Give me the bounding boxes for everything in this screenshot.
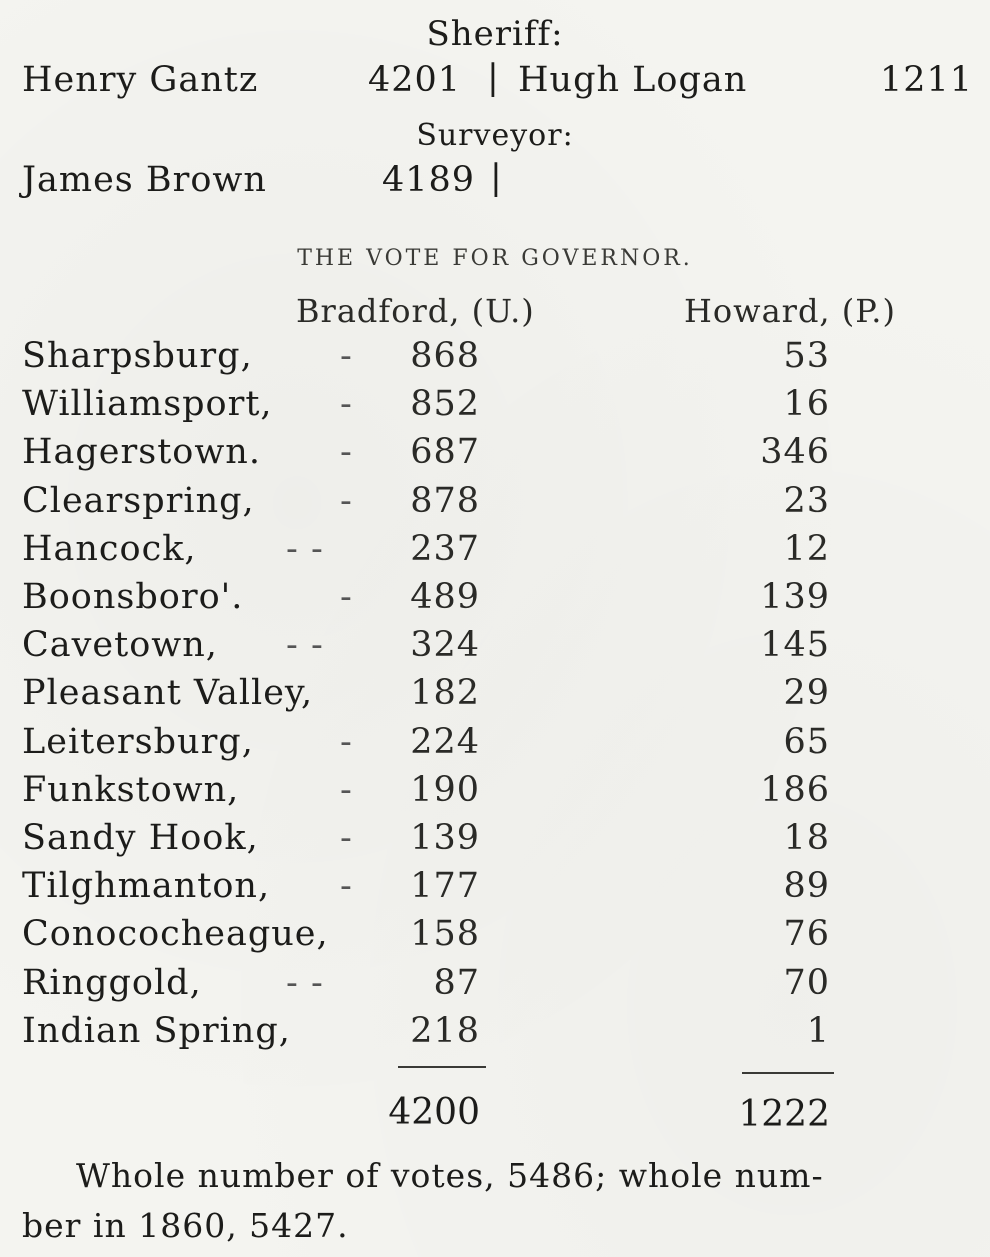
leader-dash: - - <box>286 625 324 666</box>
howard-votes: 53 <box>783 336 830 376</box>
leader-dash: - <box>340 577 353 617</box>
leader-dash: - <box>340 721 353 762</box>
howard-total-rule <box>742 1072 834 1074</box>
sheriff-candidate1-name: Henry Gantz <box>22 60 259 100</box>
howard-votes: 89 <box>783 866 830 907</box>
table-row <box>0 914 990 962</box>
bradford-votes: 878 <box>410 480 480 521</box>
district-name: Leitersburg, <box>22 721 254 762</box>
howard-votes: 145 <box>760 625 830 666</box>
district-name: Cavetown, <box>22 625 218 666</box>
bradford-votes: 190 <box>410 769 480 810</box>
leader-dash: - - <box>286 528 324 569</box>
surveyor-separator: | <box>490 158 503 198</box>
leader-dash: - <box>340 866 353 907</box>
bradford-votes: 489 <box>410 577 480 617</box>
district-name: Clearspring, <box>22 480 255 521</box>
table-row <box>0 529 990 577</box>
bradford-votes: 218 <box>410 1010 480 1051</box>
col-howard-header: Howard, (P.) <box>684 292 896 330</box>
howard-votes: 139 <box>760 577 830 617</box>
leader-dash: - <box>340 769 353 810</box>
table-row <box>0 432 990 480</box>
district-name: Williamsport, <box>22 384 273 425</box>
table-row <box>0 384 990 432</box>
summary-line1: Whole number of votes, 5486; whole num- <box>76 1156 824 1195</box>
bradford-total: 4200 <box>388 1092 480 1133</box>
sheriff-separator: | <box>487 58 500 98</box>
bradford-votes: 687 <box>410 432 480 473</box>
bradford-votes: 852 <box>410 384 480 425</box>
district-name: Tilghmanton, <box>22 866 271 907</box>
bradford-votes: 158 <box>410 914 480 955</box>
leader-dash: - <box>340 480 353 521</box>
district-name: Hancock, <box>22 528 197 569</box>
table-row <box>0 866 990 914</box>
leader-dash: - <box>340 336 353 376</box>
sheriff-candidate1-votes: 4201 <box>368 60 462 100</box>
bradford-votes: 87 <box>433 962 480 1003</box>
table-row <box>0 625 990 673</box>
col-bradford-header: Bradford, (U.) <box>296 292 535 330</box>
howard-votes: 186 <box>760 769 830 810</box>
district-name: Sandy Hook, <box>22 818 259 858</box>
howard-total: 1222 <box>738 1094 830 1135</box>
howard-votes: 70 <box>783 962 830 1003</box>
surveyor-candidate1-votes: 4189 <box>382 160 476 200</box>
district-name: Conococheague, <box>22 914 329 955</box>
leader-dash: - <box>340 432 353 473</box>
district-name: Boonsboro'. <box>22 577 244 617</box>
table-row <box>0 1011 990 1059</box>
table-row <box>0 673 990 721</box>
howard-votes: 12 <box>783 528 830 569</box>
table-row <box>0 722 990 770</box>
table-row <box>0 963 990 1011</box>
district-name: Funkstown, <box>22 769 240 810</box>
district-name: Sharpsburg, <box>22 336 253 376</box>
sheriff-heading: Sheriff: <box>426 14 564 54</box>
bradford-total-rule <box>398 1066 486 1068</box>
sheriff-candidate2-name: Hugh Logan <box>518 60 748 100</box>
surveyor-candidate1-name: James Brown <box>22 160 267 200</box>
howard-votes: 18 <box>783 818 830 858</box>
table-row <box>0 818 990 866</box>
table-row <box>0 770 990 818</box>
bradford-votes: 224 <box>410 721 480 762</box>
table-row <box>0 336 990 384</box>
district-name: Ringgold, <box>22 962 202 1003</box>
district-name: Hagerstown. <box>22 432 261 473</box>
howard-votes: 29 <box>783 673 830 714</box>
howard-votes: 23 <box>783 480 830 521</box>
summary-line2: ber in 1860, 5427. <box>22 1206 349 1245</box>
howard-votes: 346 <box>760 432 830 473</box>
district-name: Indian Spring, <box>22 1010 291 1051</box>
howard-votes: 16 <box>783 384 830 425</box>
table-row <box>0 577 990 625</box>
howard-votes: 76 <box>783 914 830 955</box>
leader-dash: - <box>340 384 353 425</box>
surveyor-heading: Surveyor: <box>416 118 574 153</box>
howard-votes: 65 <box>783 721 830 762</box>
district-name: Pleasant Valley, <box>22 673 314 714</box>
bradford-votes: 324 <box>410 625 480 666</box>
howard-votes: 1 <box>806 1010 830 1051</box>
bradford-votes: 177 <box>410 866 480 907</box>
bradford-votes: 139 <box>410 818 480 858</box>
leader-dash: - - <box>286 962 324 1003</box>
table-row <box>0 481 990 529</box>
bradford-votes: 868 <box>410 336 480 376</box>
bradford-votes: 237 <box>410 528 480 569</box>
leader-dash: - <box>340 818 353 858</box>
bradford-votes: 182 <box>410 673 480 714</box>
governor-title: THE VOTE FOR GOVERNOR. <box>297 246 693 271</box>
sheriff-candidate2-votes: 1211 <box>880 60 974 100</box>
